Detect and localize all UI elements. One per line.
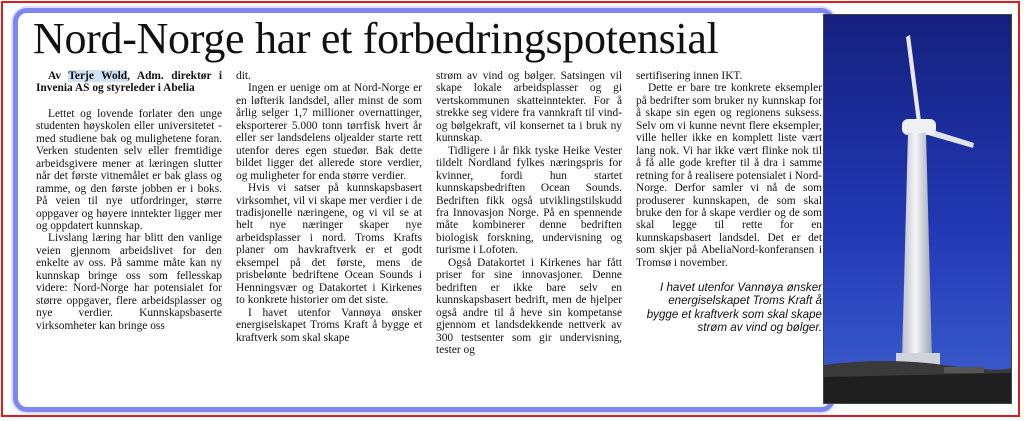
byline: [36, 70, 222, 95]
headline: Nord-Norge har et forbedringspotensial: [33, 14, 719, 63]
paragraph: Også Datakortet i Kirkenes har fått priser for sine innovasjoner. Denne bedriften er ikke bare selv en kunnskapsbasert bedrift, men de hjelper også andre til å heve sin kompetanse gjennom et landsdekkende nettverk av 300 testsenter som gir undervisning, tester og: [436, 256, 622, 356]
photo-caption: I havet utenfor Vannøya ønsker energiselskapet Troms Kraft å bygge et kraftverk som skal skape strøm av vind og bølger.: [646, 281, 822, 334]
column-3: [436, 70, 622, 406]
paragraph: Tidligere i år fikk tyske Heike Vester tildelt Nordland fylkes næringspris for kvinner, fordi hun startet kunnskapsbedriften Ocean Sounds. Bedriften fikk også utviklingstilskudd fra Innovasjon Norge. På en spennende måte kombinerer denne bedriften biologisk forskning, undervisning og turisme i Lofoten.: [436, 144, 622, 257]
paragraph: Hvis vi satser på kunnskapsbasert virksomhet, vil vi skape mer verdier i de tradisjonelle næringene, og vi vil se at helt nye næringer skaper nye arbeidsplasser i nord. Troms Krafts planer om havkraftverk er et godt eksempel på det første, mens de prisbelønte bedriftene Ocean Sounds i Henningsvær og Datakortet i Kirkenes to konkrete historier om det siste.: [236, 182, 422, 307]
paragraph: Lettet og lovende forlater den unge studenten høyskolen eller universitetet - med studiene bak og mulighetene foran. Verken studenten selv eller fremtidige arbeidsgivere mener at læringen slutter når det første vitnemålet er bak glass og ramme, og den første jobben er i boks. På veien til nye utfordringer, større oppgaver og høyere inntekter ligger mer og oppdatert kunnskap.: [36, 107, 222, 232]
paragraph: sertifisering innen IKT.: [636, 70, 743, 82]
column-1: [36, 70, 222, 406]
column-2: [236, 70, 422, 406]
paragraph: dit.: [236, 70, 251, 82]
byline-prefix: Av: [48, 70, 69, 82]
paragraph: Dette er bare tre konkrete eksempler på bedrifter som bruker ny kunnskap for å skape sin egen og regionens suksess. Selv om vi kunne nevnt flere eksempler, ville heller ikke en komplett liste vært lang nok. Vi har ikke vært flinke nok til å få alle gode krefter til å dra i samme retning for å realisere potensialet i Nord-Norge. Derfor samler vi nå de som produserer kunnskapen, de som skal bruke den for å skape verdier og de som skal legge til rette for en kunnskapsbasert landsdel. Det er det som skjer på AbeliaNord-konferansen i Tromsø i november.: [636, 82, 822, 269]
paragraph: Ingen er uenige om at Nord-Norge er en løfterik landsdel, aller minst de som årlig selger 1,7 millioner overnattinger, eksporterer 5.000 tonn tørrfisk hvert år eller ser landsdelens oljealder starte rett utenfor deres egen stuedør. Bak dette bildet ligger det allerede store verdier, og muligheter for enda større verdier.: [236, 82, 422, 182]
byline-rest: , Adm. direktør i Invenia AS og styreleder i Abelia: [36, 70, 222, 95]
paragraph: I havet utenfor Vannøya ønsker energiselskapet Troms Kraft å bygge et kraftverk som skal skape: [236, 306, 422, 344]
paragraph: Livslang læring har blitt den vanlige veien gjennom arbeidslivet for den enkelte av oss. På samme måte kan ny kunnskap bringe oss som fellesskap videre: Nord-Norge har potensialet for større oppgaver, flere arbeidsplasser og nye verdier. Kunnskapsbaserte virksomheter kan bringe oss: [36, 232, 222, 332]
wind-turbine-photo: [823, 14, 1012, 404]
author-name[interactable]: Terje Wold: [68, 70, 128, 82]
paragraph: strøm av vind og bølger. Satsingen vil skape lokale arbeidsplasser og gi vertskommunen skatteinntekter. For å strekke seg videre fra vannkraft til vind- og bølgekraft, vil konsernet ta i bruk ny kunnskap.: [436, 70, 622, 145]
article-body: [36, 70, 826, 406]
wind-turbine-icon: [824, 15, 1012, 404]
column-4: [636, 70, 822, 406]
